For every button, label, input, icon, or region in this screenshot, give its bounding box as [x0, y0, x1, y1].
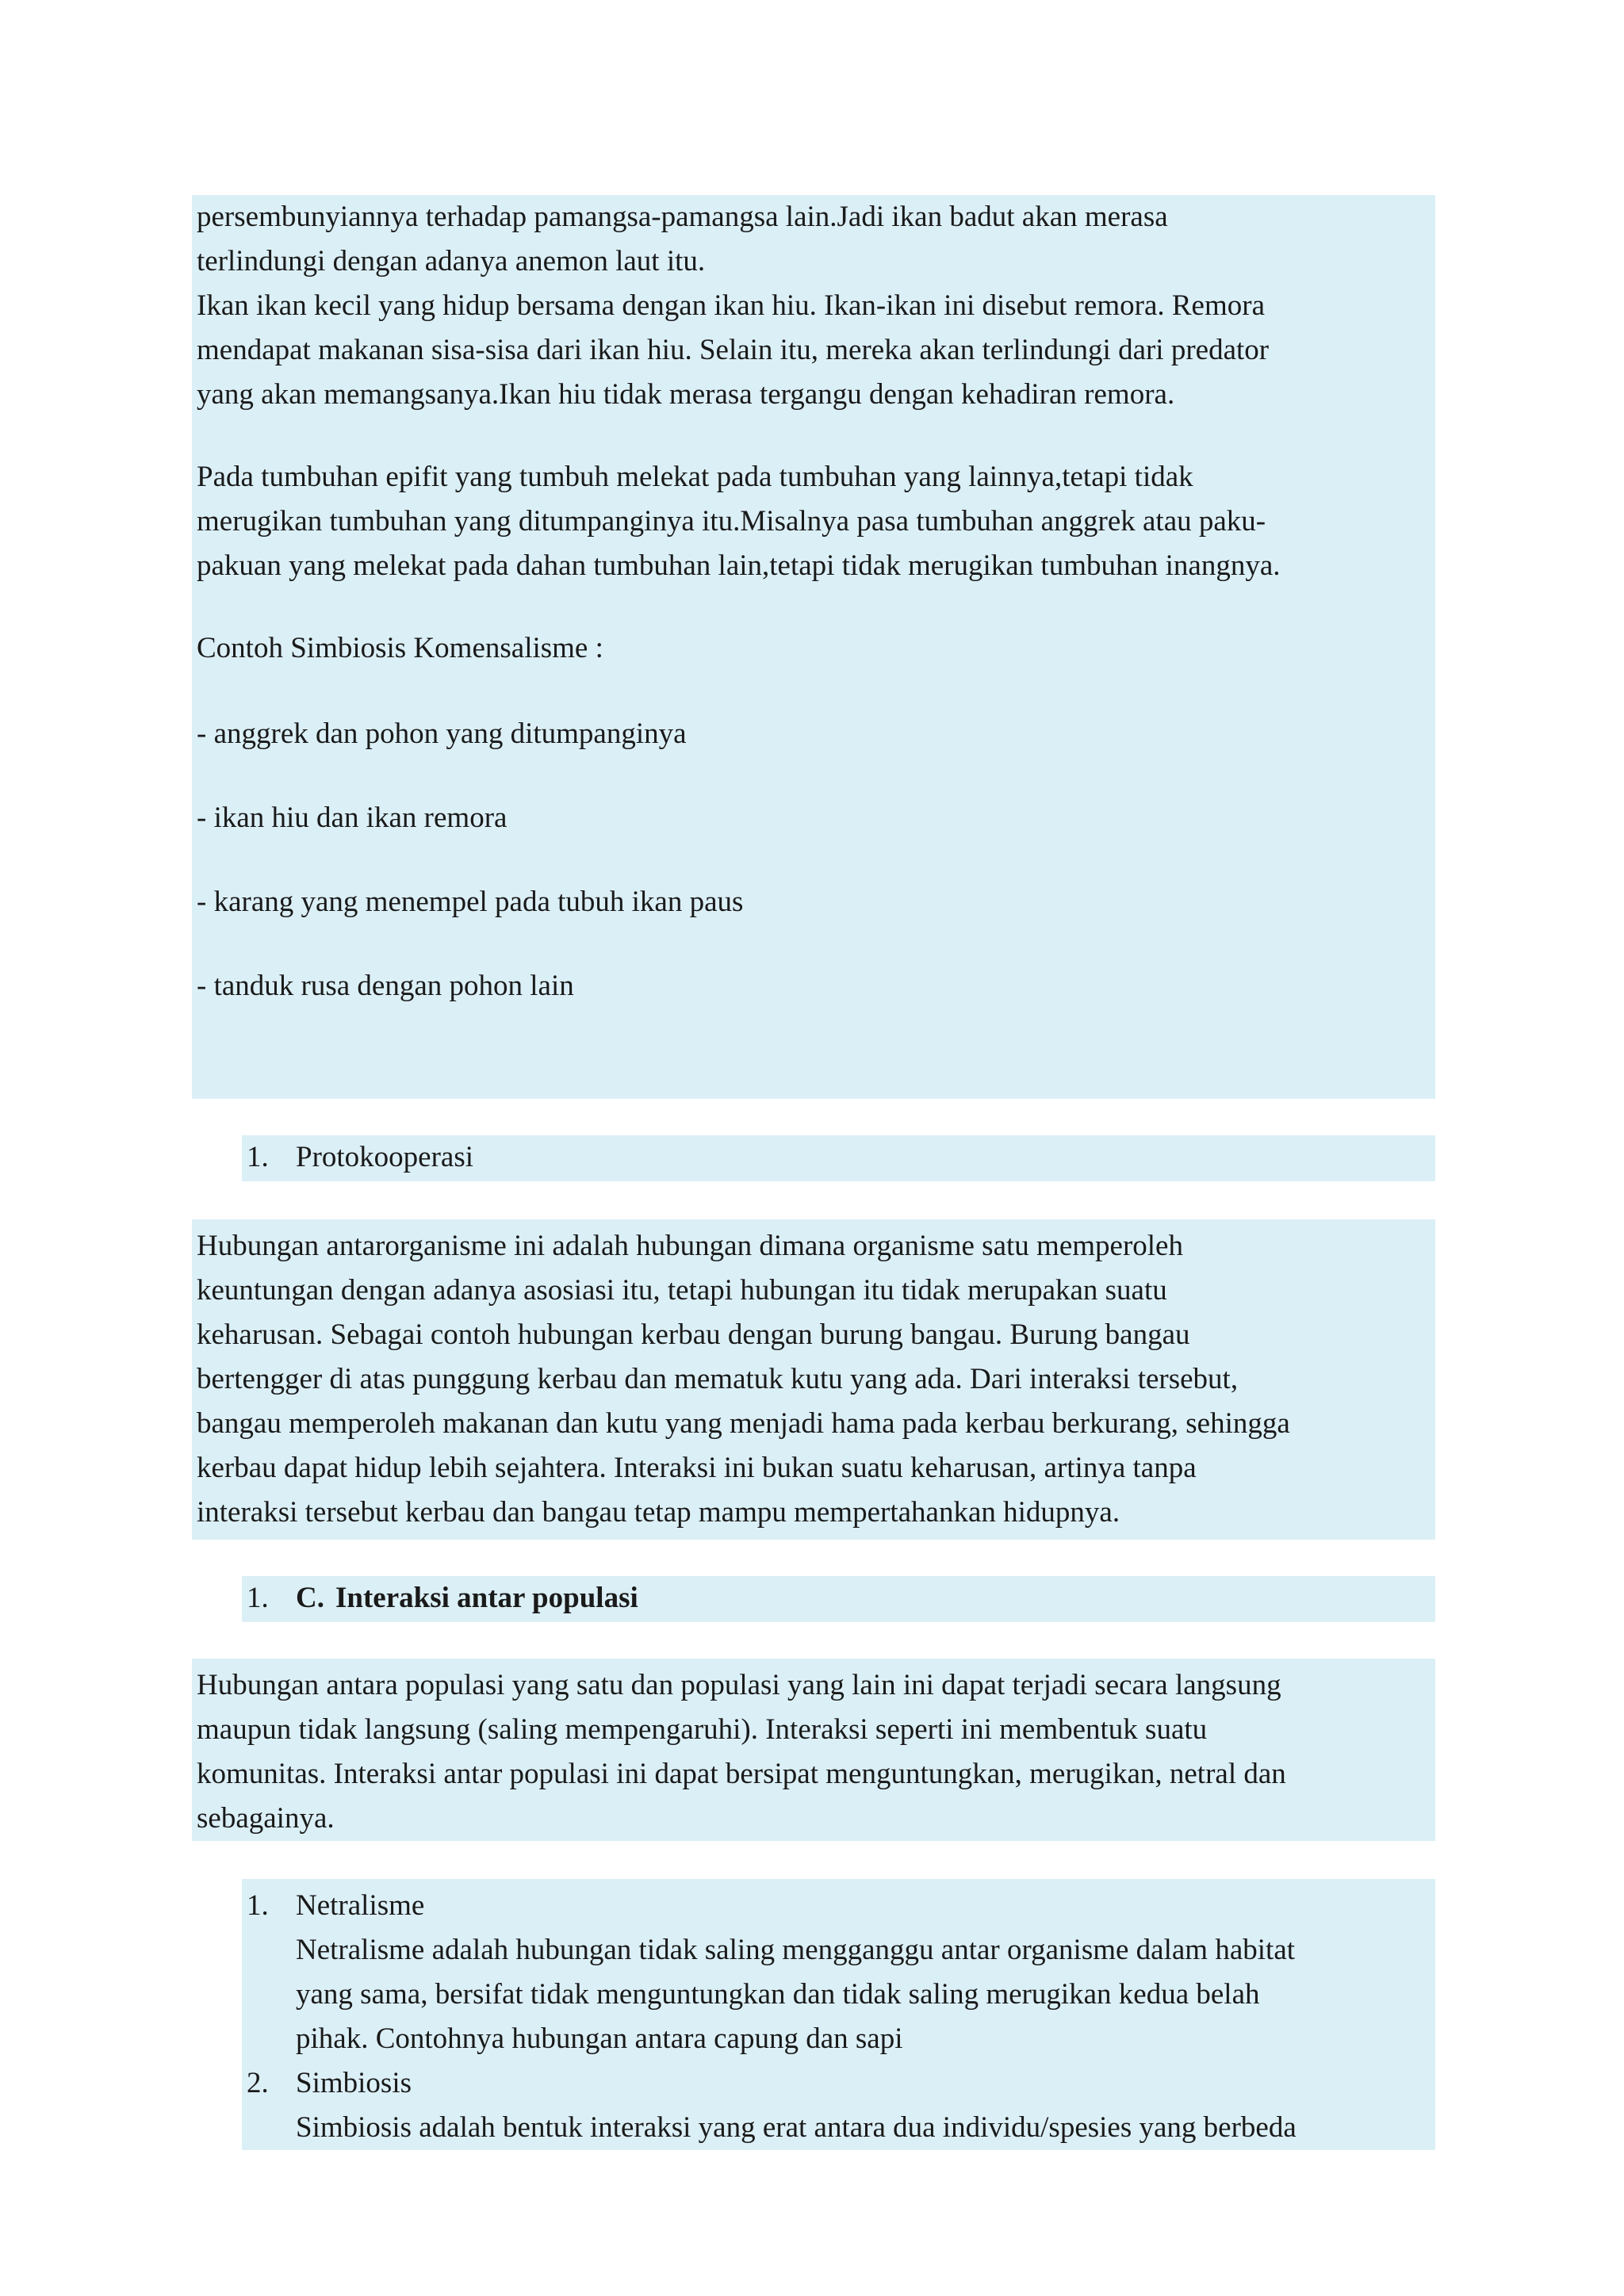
- text-line: interaksi tersebut kerbau dan bangau tetap mampu mempertahankan hidupnya.: [197, 1496, 1120, 1529]
- text-line: Hubungan antara populasi yang satu dan populasi yang lain ini dapat terjadi secara langsung: [197, 1669, 1281, 1701]
- text-line: Ikan ikan kecil yang hidup bersama dengan ikan hiu. Ikan-ikan ini disebut remora. Remora: [197, 289, 1265, 322]
- population-interaction-heading: [242, 1576, 1435, 1622]
- examples-heading: Contoh Simbiosis Komensalisme :: [197, 632, 603, 664]
- item-title: Simbiosis: [296, 2067, 412, 2099]
- paragraph-spacer: [197, 588, 1435, 626]
- text-line: sebagainya.: [197, 1802, 335, 1835]
- text-line: Netralisme adalah hubungan tidak saling mengganggu antar organisme dalam habitat: [296, 1934, 1296, 1966]
- interaction-types-list: [242, 1879, 1435, 2150]
- example-item: - anggrek dan pohon yang ditumpanginya: [197, 718, 687, 750]
- text-line: mendapat makanan sisa-sisa dari ikan hiu. Selain itu, mereka akan terlindungi dari predator: [197, 334, 1270, 366]
- text-line: kerbau dapat hidup lebih sejahtera. Interaksi ini bukan suatu keharusan, artinya tanpa: [197, 1452, 1197, 1484]
- text-line: keharusan. Sebagai contoh hubungan kerbau dengan burung bangau. Burung bangau: [197, 1318, 1190, 1351]
- section-letter: C.: [296, 1582, 324, 1614]
- text-line: bangau memperoleh makanan dan kutu yang menjadi hama pada kerbau berkurang, sehingga: [197, 1407, 1290, 1440]
- text-line: bertengger di atas punggung kerbau dan mematuk kutu yang ada. Dari interaksi tersebut,: [197, 1363, 1239, 1395]
- population-interaction-paragraph: [192, 1659, 1435, 1841]
- example-item: - ikan hiu dan ikan remora: [197, 802, 508, 834]
- protocooperation-paragraph: [192, 1219, 1435, 1540]
- list-number: 1.: [247, 1889, 269, 1922]
- item-title: Netralisme: [296, 1889, 425, 1922]
- list-number: 1.: [247, 1582, 269, 1614]
- text-line: Hubungan antarorganisme ini adalah hubungan dimana organisme satu memperoleh: [197, 1230, 1183, 1262]
- heading-label: Interaksi antar populasi: [335, 1582, 638, 1614]
- text-line: pihak. Contohnya hubungan antara capung dan sapi: [296, 2022, 903, 2055]
- list-item-title: [247, 1884, 1435, 1928]
- text-line: yang akan memangsanya.Ikan hiu tidak merasa tergangu dengan kehadiran remora.: [197, 378, 1175, 411]
- text-line: merugikan tumbuhan yang ditumpanginya itu.Misalnya pasa tumbuhan anggrek atau paku-: [197, 505, 1266, 538]
- protocooperation-heading: [242, 1135, 1435, 1181]
- list-number: 1.: [247, 1141, 269, 1173]
- text-line: maupun tidak langsung (saling mempengaruhi). Interaksi seperti ini membentuk suatu: [197, 1713, 1208, 1746]
- text-line: keuntungan dengan adanya asosiasi itu, tetapi hubungan itu tidak merupakan suatu: [197, 1274, 1167, 1307]
- example-item: - karang yang menempel pada tubuh ikan paus: [197, 886, 744, 918]
- text-line: yang sama, bersifat tidak menguntungkan dan tidak saling merugikan kedua belah: [296, 1978, 1260, 2011]
- text-line: terlindungi dengan adanya anemon laut itu.: [197, 245, 706, 277]
- text-line: komunitas. Interaksi antar populasi ini dapat bersipat menguntungkan, merugikan, netral dan: [197, 1758, 1286, 1790]
- heading-label: Protokooperasi: [296, 1141, 474, 1173]
- list-number: 2.: [247, 2067, 269, 2099]
- text-line: Simbiosis adalah bentuk interaksi yang erat antara dua individu/spesies yang berbeda: [296, 2111, 1297, 2144]
- text-line: Pada tumbuhan epifit yang tumbuh melekat pada tumbuhan yang lainnya,tetapi tidak: [197, 461, 1193, 493]
- example-item: - tanduk rusa dengan pohon lain: [197, 970, 574, 1002]
- paragraph-spacer: [197, 417, 1435, 455]
- text-line: pakuan yang melekat pada dahan tumbuhan lain,tetapi tidak merugikan tumbuhan inangnya.: [197, 549, 1281, 582]
- commensalism-section: [192, 195, 1435, 1099]
- list-item-title: [247, 2061, 1435, 2106]
- text-line: persembunyiannya terhadap pamangsa-pamangsa lain.Jadi ikan badut akan merasa: [197, 201, 1168, 233]
